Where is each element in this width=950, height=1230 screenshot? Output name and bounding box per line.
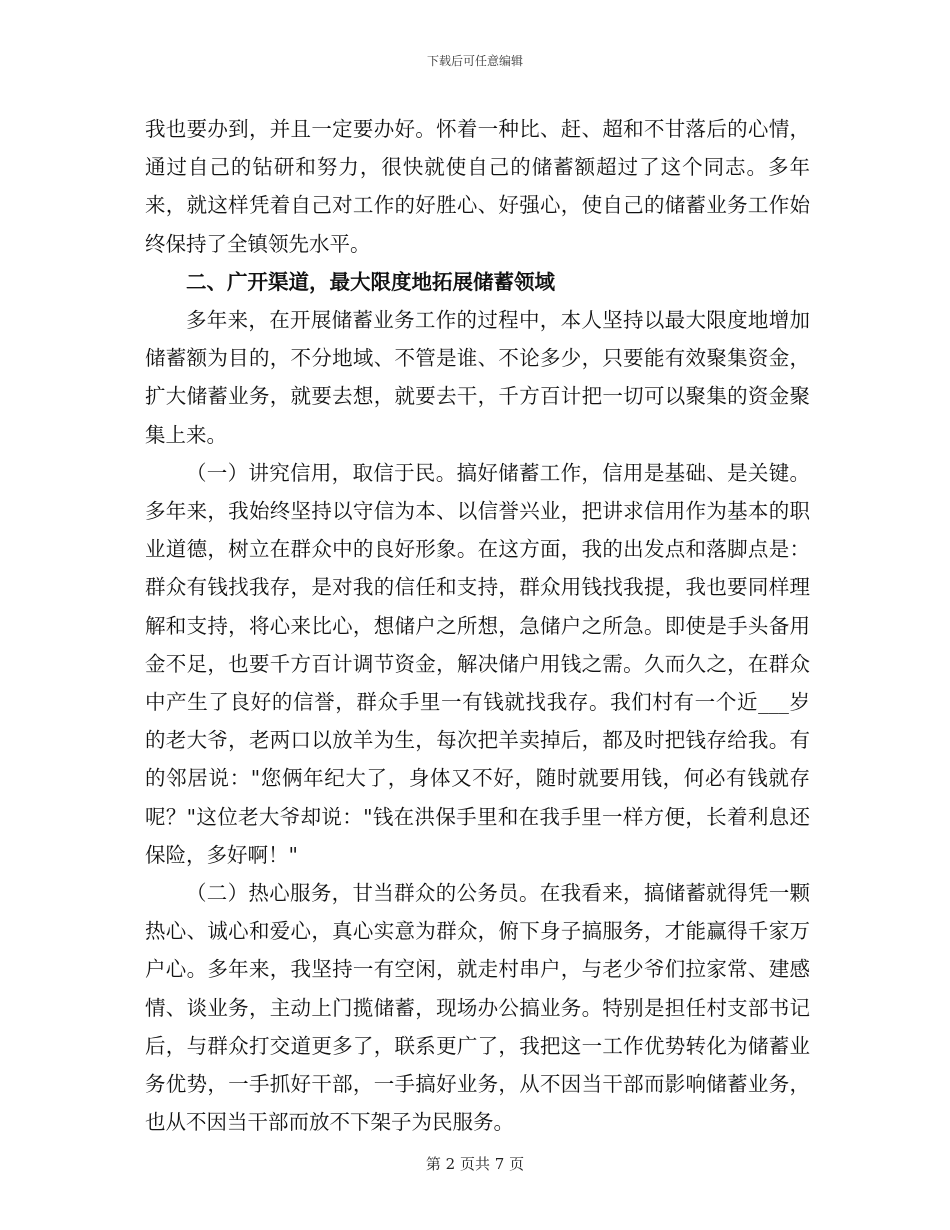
section-heading: 二、广开渠道，最大限度地拓展储蓄领域 (186, 269, 555, 294)
paragraph-intro: 多年来，在开展储蓄业务工作的过程中，本人坚持以最大限度地增加储蓄额为目的，不分地域、不管是谁、不论多少，只要能有效聚集资金，扩大储蓄业务，就要去想，就要去干，千方百计把一切可以聚集的资金聚集上来。 (145, 308, 810, 447)
paragraph-service: （二）热心服务，甘当群众的公务员。在我看来，搞储蓄就得凭一颗热心、诚心和爱心，真心实意为群众，俯下身子搞服务，才能赢得千家万户心。多年来，我坚持一有空闲，就走村串户，与老少爷们拉家常、建感情、谈业务，主动上门揽储蓄，现场办公搞业务。特别是担任村支部书记后，与群众打交道更多了，联系更广了，我把这一工作优势转化为储蓄业务优势，一手抓好干部，一手搞好业务，从不因当干部而影响储蓄业务，也从不因当干部而放不下架子为民服务。 (145, 881, 810, 1135)
document-body (145, 110, 810, 1141)
paragraph-continuation: 我也要办到，并且一定要办好。怀着一种比、赶、超和不甘落后的心情，通过自己的钻研和努力，很快就使自己的储蓄额超过了这个同志。多年来，就这样凭着自己对工作的好胜心、好强心，使自己的储蓄业务工作始终保持了全镇领先水平。 (145, 117, 810, 256)
paragraph-credit: （一）讲究信用，取信于民。搞好储蓄工作，信用是基础、是关键。多年来，我始终坚持以守信为本、以信誉兴业，把讲求信用作为基本的职业道德，树立在群众中的良好形象。在这方面，我的出发点和落脚点是：群众有钱找我存，是对我的信任和支持，群众用钱找我提，我也要同样理解和支持，将心来比心，想储户之所想，急储户之所急。即使是手头备用金不足，也要千方百计调节资金，解决储户用钱之需。久而久之，在群众中产生了良好的信誉，群众手里一有钱就找我存。我们村有一个近___岁的老大爷，老两口以放羊为生，每次把羊卖掉后，都及时把钱存给我。有的邻居说："您俩年纪大了，身体又不好，随时就要用钱，何必有钱就存呢？"这位老大爷却说："钱在洪保手里和在我手里一样方便，长着利息还保险，多好啊！" (145, 460, 810, 867)
page-footer: 第 2 页共 7 页 (425, 1155, 525, 1173)
page-header: 下载后可任意编辑 (426, 54, 523, 68)
